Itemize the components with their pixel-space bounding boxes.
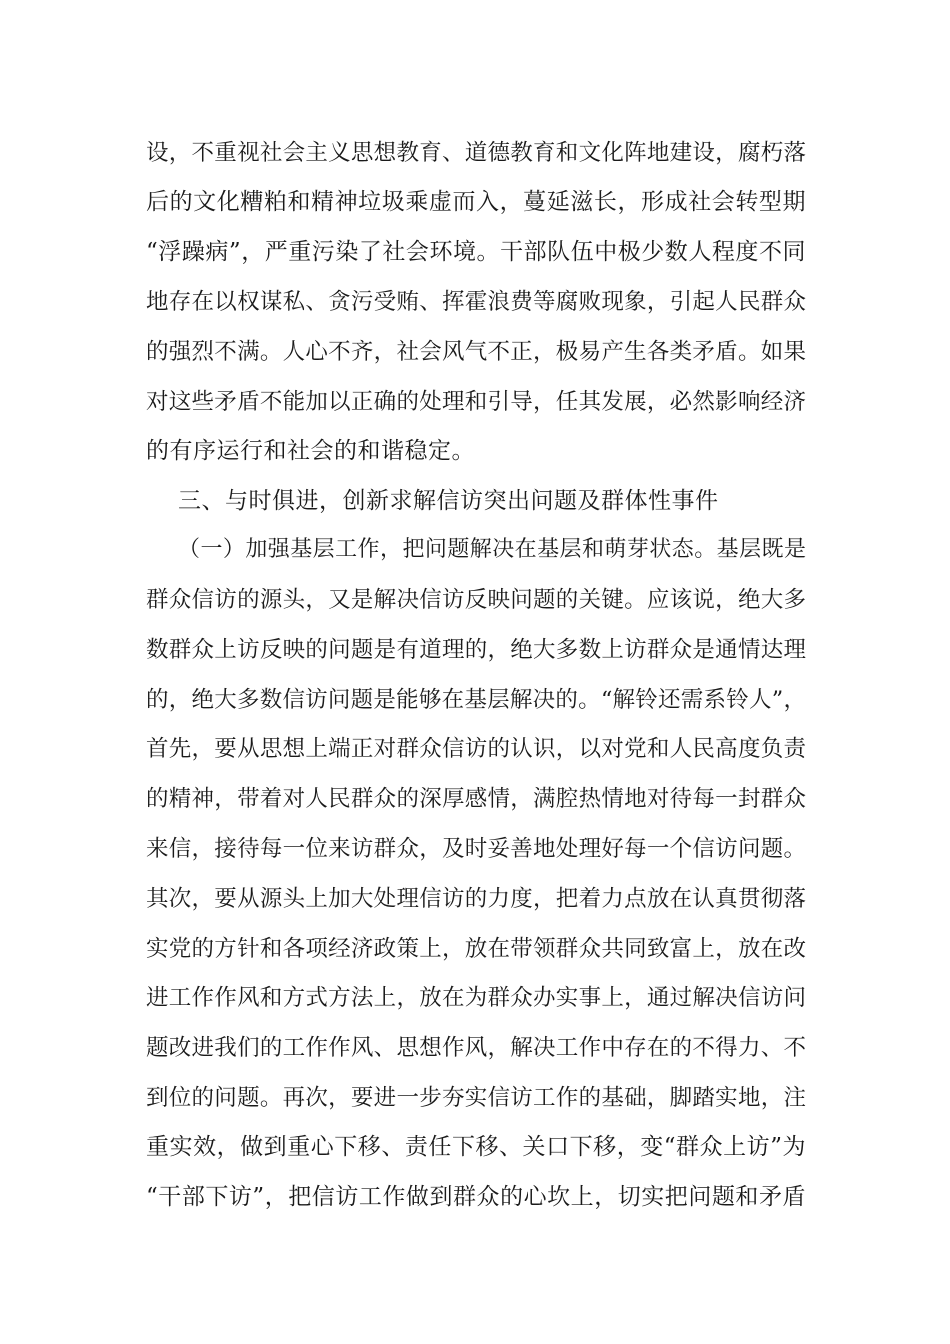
text-line: 重实效，做到重心下移、责任下移、关口下移，变“群众上访”为 — [146, 1134, 806, 1160]
text-line: 的，绝大多数信访问题是能够在基层解决的。“解铃还需系铃人”， — [146, 687, 806, 713]
text-line: “浮躁病”，严重污染了社会环境。干部队伍中极少数人程度不同 — [146, 239, 806, 265]
text-line: 其次，要从源头上加大处理信访的力度，把着力点放在认真贯彻落 — [146, 886, 806, 912]
text-line: 来信，接待每一位来访群众，及时妥善地处理好每一个信访问题。 — [146, 836, 806, 862]
text-line: 题改进我们的工作作风、思想作风，解决工作中存在的不得力、不 — [146, 1035, 806, 1061]
text-line: 的精神，带着对人民群众的深厚感情，满腔热情地对待每一封群众 — [146, 786, 806, 812]
text-line: 首先，要从思想上端正对群众信访的认识，以对党和人民高度负责 — [146, 736, 806, 762]
text-line: 数群众上访反映的问题是有道理的，绝大多数上访群众是通情达理 — [146, 637, 806, 663]
text-line: 的有序运行和社会的和谐稳定。 — [146, 438, 475, 464]
text-line: 后的文化糟粕和精神垃圾乘虚而入，蔓延滋长，形成社会转型期 — [146, 189, 806, 215]
text-line: 群众信访的源头，又是解决信访反映问题的关键。应该说，绝大多 — [146, 587, 806, 613]
text-line: 到位的问题。再次，要进一步夯实信访工作的基础，脚踏实地，注 — [146, 1085, 806, 1111]
text-line: 设，不重视社会主义思想教育、道德教育和文化阵地建设，腐朽落 — [146, 140, 806, 166]
subsection-heading-line: （一）加强基层工作，把问题解决在基层和萌芽状态。基层既是 — [178, 537, 806, 562]
text-line: 地存在以权谋私、贪污受贿、挥霍浪费等腐败现象，引起人民群众 — [146, 289, 806, 315]
text-line: 进工作作风和方式方法上，放在为群众办实事上，通过解决信访问 — [146, 985, 806, 1011]
text-line: 实党的方针和各项经济政策上，放在带领群众共同致富上，放在改 — [146, 936, 806, 962]
text-line: 对这些矛盾不能加以正确的处理和引导，任其发展，必然影响经济 — [146, 389, 806, 415]
section-heading: 三、与时俱进，创新求解信访突出问题及群体性事件 — [178, 488, 719, 514]
text-line: “干部下访”，把信访工作做到群众的心坎上，切实把问题和矛盾 — [146, 1184, 806, 1210]
text-line: 的强烈不满。人心不齐，社会风气不正，极易产生各类矛盾。如果 — [146, 339, 806, 365]
